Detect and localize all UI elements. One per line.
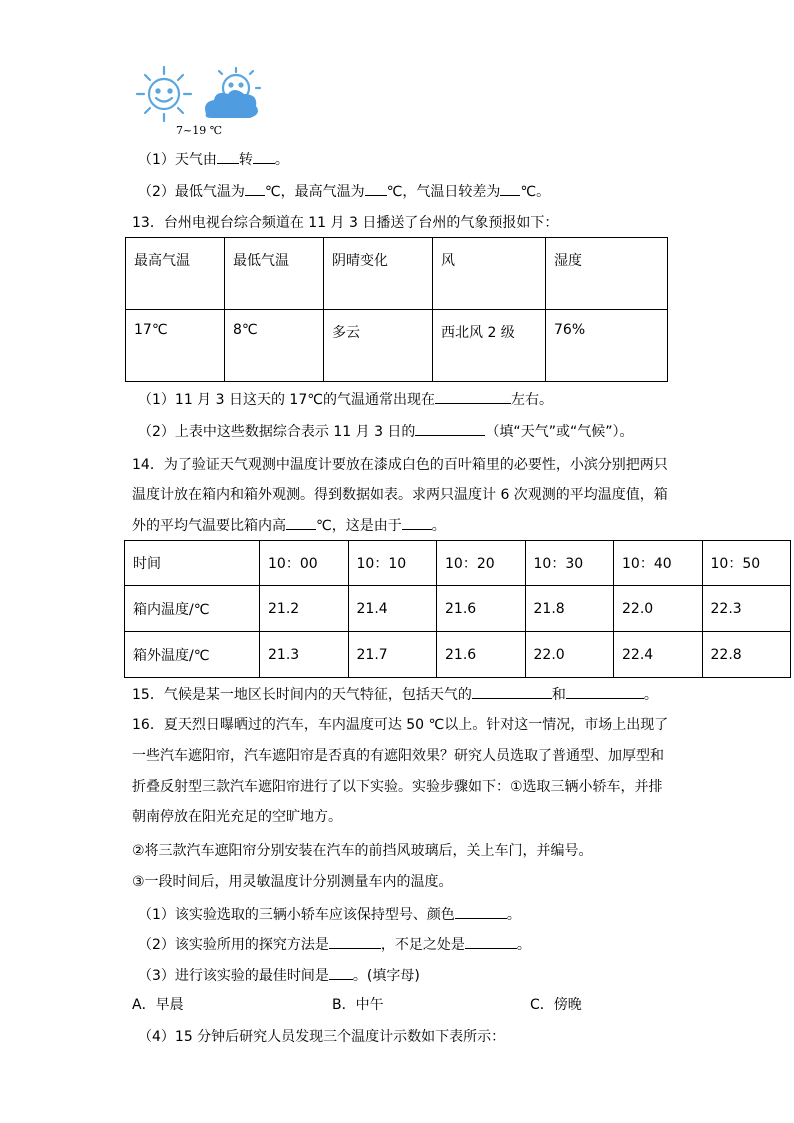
sun-icon (134, 64, 194, 124)
q12-part2: （2）最低气温为 ℃，最高气温为 ℃，气温日较差为 ℃。 (138, 180, 550, 202)
table-cell: 阴晴变化 (324, 238, 433, 310)
answer-blank[interactable] (402, 514, 432, 530)
weather-picture (132, 62, 264, 142)
q15-line: 15．气候是某一地区长时间内的天气特征，包括天气的 和 。 (132, 683, 658, 705)
table-header-row (126, 238, 668, 310)
q16-part4: （4）15 分钟后研究人员发现三个温度计示数如下表所示： (138, 1029, 506, 1045)
table-cell: 21.7 (348, 632, 437, 678)
table-cell: 风 (433, 238, 546, 310)
answer-blank[interactable] (472, 683, 552, 699)
table-cell: 湿度 (546, 238, 668, 310)
table-cell: 10：30 (525, 541, 614, 586)
table-cell: 10：20 (437, 541, 526, 586)
table-cell: 76% (546, 310, 668, 382)
table-cell: 最低气温 (225, 238, 324, 310)
table-cell: 箱内温度/℃ (125, 586, 260, 632)
table-cell: 22.0 (614, 586, 703, 632)
option-c[interactable]: C．傍晚 (530, 997, 582, 1013)
table-cell: 西北风 2 级 (433, 310, 546, 382)
q16-line-6: ③一段时间后，用灵敏温度计分别测量车内的温度。 (132, 874, 453, 890)
table-cell: 22.3 (702, 586, 791, 632)
table-row (125, 586, 791, 632)
sun-cloud-icon (200, 66, 264, 126)
answer-blank[interactable] (245, 180, 265, 196)
q16-line-3: 折叠反射型三款汽车遮阳帘进行了以下实验。实验步骤如下：①选取三辆小轿车，并排 (132, 779, 663, 795)
q16-line-2: 一些汽车遮阳帘，汽车遮阳帘是否真的有遮阳效果？研究人员选取了普通型、加厚型和 (132, 748, 664, 764)
q13-part1: （1）11 月 3 日这天的 17℃的气温通常出现在 左右。 (138, 388, 553, 410)
table-cell: 8℃ (225, 310, 324, 382)
answer-blank[interactable] (435, 388, 511, 404)
table-cell: 10：40 (614, 541, 703, 586)
table-cell: 21.2 (260, 586, 349, 632)
q14-line-3: 外的平均气温要比箱内高 ℃，这是由于 。 (132, 514, 446, 536)
q16-part3: （3）进行该实验的最佳时间是 。(填字母) (138, 964, 420, 986)
table-cell: 22.4 (614, 632, 703, 678)
answer-blank[interactable] (253, 148, 275, 164)
table-cell: 22.8 (702, 632, 791, 678)
weather-forecast-table (125, 237, 668, 382)
q16-part2: （2）该实验所用的探究方法是 ，不足之处是 。 (138, 933, 531, 955)
table-cell: 21.3 (260, 632, 349, 678)
temperature-table (124, 540, 791, 678)
answer-blank[interactable] (465, 933, 517, 949)
q14-line-2: 温度计放在箱内和箱外观测。得到数据如表。求两只温度计 6 次观测的平均温度值，箱 (132, 487, 668, 503)
table-row (126, 310, 668, 382)
table-header-row (125, 541, 791, 586)
table-row (125, 632, 791, 678)
option-b[interactable]: B．中午 (332, 997, 384, 1013)
table-cell: 10：10 (348, 541, 437, 586)
answer-blank[interactable] (365, 180, 387, 196)
answer-blank[interactable] (566, 683, 644, 699)
table-cell: 多云 (324, 310, 433, 382)
q14-line-1: 14．为了验证天气观测中温度计要放在漆成白色的百叶箱里的必要性，小滨分别把两只 (132, 457, 668, 473)
table-cell: 时间 (125, 541, 260, 586)
answer-blank[interactable] (217, 148, 239, 164)
table-cell: 10：00 (260, 541, 349, 586)
answer-blank[interactable] (500, 180, 520, 196)
answer-blank[interactable] (329, 933, 381, 949)
q16-part1: （1）该实验选取的三辆小轿车应该保持型号、颜色 。 (138, 903, 521, 925)
option-a[interactable]: A．早晨 (132, 997, 184, 1013)
table-cell: 17℃ (126, 310, 225, 382)
q12-part1: （1）天气由 转 。 (138, 148, 289, 170)
answer-blank[interactable] (286, 514, 316, 530)
answer-blank[interactable] (329, 964, 353, 980)
q13-title: 13．台州电视台综合频道在 11 月 3 日播送了台州的气象预报如下： (132, 215, 559, 231)
table-cell: 21.4 (348, 586, 437, 632)
q16-line-5: ②将三款汽车遮阳帘分别安装在汽车的前挡风玻璃后，关上车门，并编号。 (132, 843, 593, 859)
q13-part2: （2）上表中这些数据综合表示 11 月 3 日的 （填“天气”或“气候”）。 (138, 420, 633, 442)
table-cell: 最高气温 (126, 238, 225, 310)
q16-line-1: 16．夏天烈日曝晒过的汽车，车内温度可达 50 ℃以上。针对这一情况，市场上出现了 (132, 717, 669, 733)
table-cell: 10：50 (702, 541, 791, 586)
table-cell: 21.8 (525, 586, 614, 632)
table-cell: 21.6 (437, 632, 526, 678)
answer-blank[interactable] (415, 420, 485, 436)
table-cell: 箱外温度/℃ (125, 632, 260, 678)
answer-blank[interactable] (455, 903, 507, 919)
table-cell: 22.0 (525, 632, 614, 678)
temperature-caption: 7~19 ℃ (176, 124, 223, 137)
q16-line-4: 朝南停放在阳光充足的空旷地方。 (132, 809, 342, 825)
table-cell: 21.6 (437, 586, 526, 632)
